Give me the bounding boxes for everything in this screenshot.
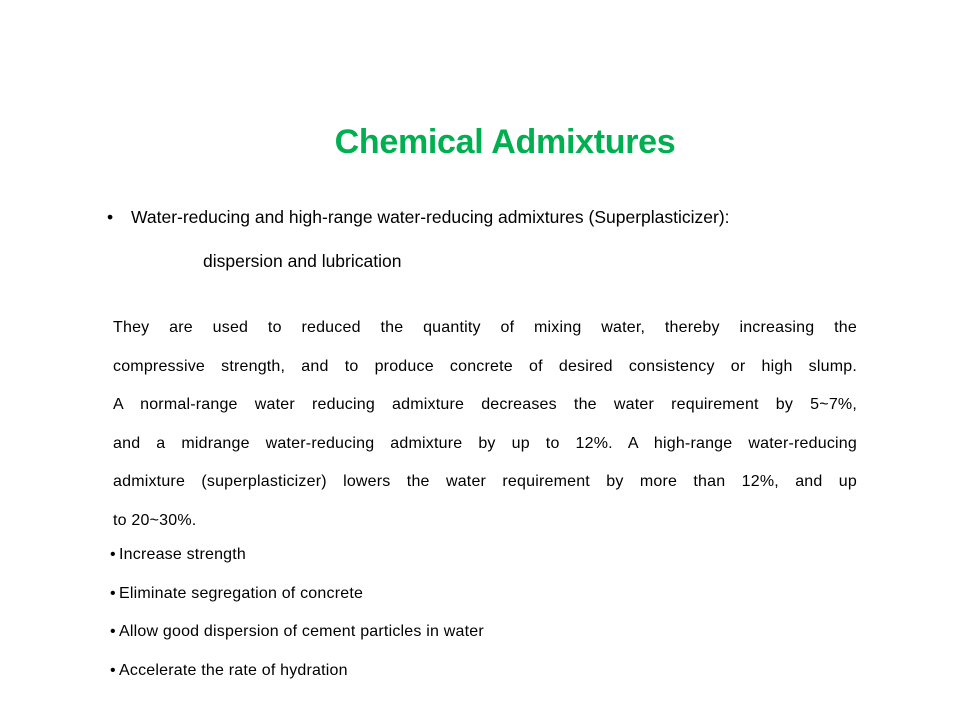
list-item <box>110 613 484 652</box>
list-item <box>110 536 484 575</box>
bullet-dot: • <box>110 623 116 640</box>
bullet-dot: • <box>110 661 116 679</box>
paragraph-line: compressive strength, and to produce concrete of desired consistency or high slump. <box>113 357 857 375</box>
bullet-dot: • <box>110 584 116 602</box>
effect-text: Allow good dispersion of cement particles in water <box>119 623 484 640</box>
effect-text: Accelerate the rate of hydration <box>119 661 348 679</box>
description-paragraph <box>113 309 857 540</box>
effects-list <box>110 536 484 690</box>
list-item <box>110 575 484 614</box>
paragraph-line: admixture (superplasticizer) lowers the water requirement by more than 12%, and up <box>113 473 857 490</box>
effect-text: Increase strength <box>119 546 247 563</box>
main-bullet-text: Water-reducing and high-range water-reducing admixtures (Superplasticizer): <box>131 207 730 227</box>
paragraph-line: They are used to reduced the quantity of mixing water, thereby increasing the <box>113 319 857 336</box>
bullet-dot: • <box>110 546 116 563</box>
slide-title: Chemical Admixtures <box>334 123 676 161</box>
effect-text: Eliminate segregation of concrete <box>119 584 364 602</box>
paragraph-line: to 20~30%. <box>113 511 197 529</box>
paragraph-line: A normal-range water reducing admixture decreases the water requirement by 5~7%, <box>113 396 857 413</box>
bullet-dot: • <box>107 207 114 227</box>
main-bullet <box>107 205 730 229</box>
paragraph-line: and a midrange water-reducing admixture by up to 12%. A high-range water-reducing <box>113 434 857 452</box>
list-item <box>110 652 484 691</box>
bullet-subtext: dispersion and lubrication <box>203 251 402 271</box>
